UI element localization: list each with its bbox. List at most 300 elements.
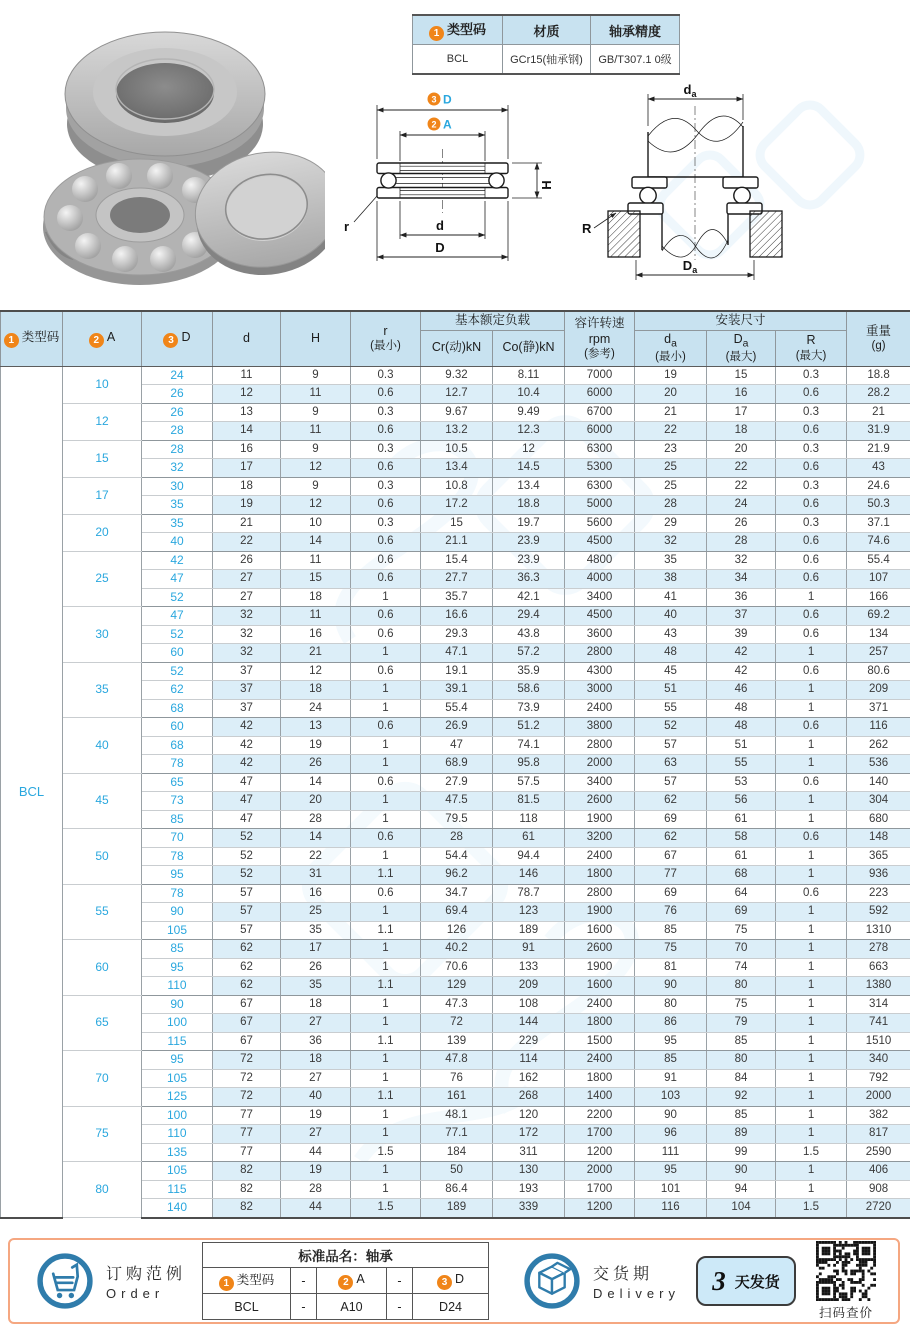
info-value-material: GCr15(轴承钢) [503, 45, 591, 75]
value-cell: 37.1 [847, 514, 910, 533]
order-dash: - [387, 1268, 413, 1294]
value-cell: 32 [213, 625, 281, 644]
value-cell: 1380 [847, 977, 910, 996]
value-cell: 19.7 [493, 514, 565, 533]
value-cell: 99 [707, 1143, 776, 1162]
value-cell: 42.1 [493, 588, 565, 607]
circled-3-label: 3 [431, 94, 437, 105]
col-r [351, 311, 421, 366]
value-cell: 20 [707, 440, 776, 459]
value-cell: 2590 [847, 1143, 910, 1162]
value-cell: 0.6 [776, 422, 847, 441]
col-Da-sub: a [742, 338, 749, 350]
qr-caption: 扫码查价 [818, 1306, 873, 1320]
value-cell: 25 [635, 477, 707, 496]
value-cell: 0.6 [351, 570, 421, 589]
d-outer-value-cell: 95 [142, 866, 213, 885]
value-cell: 47.1 [421, 644, 493, 663]
value-cell: 13.4 [421, 459, 493, 478]
value-cell: 47.8 [421, 1051, 493, 1070]
value-cell: 76 [421, 1069, 493, 1088]
value-cell: 14.5 [493, 459, 565, 478]
value-cell: 10.5 [421, 440, 493, 459]
col-da-sub: a [671, 338, 677, 350]
value-cell: 42 [213, 755, 281, 774]
value-cell: 1.5 [776, 1143, 847, 1162]
spec-row [1, 662, 910, 681]
value-cell: 2600 [565, 792, 635, 811]
value-cell: 51.2 [493, 718, 565, 737]
value-cell: 13 [213, 403, 281, 422]
value-cell: 14 [281, 533, 351, 552]
value-cell: 91 [635, 1069, 707, 1088]
value-cell: 47 [213, 810, 281, 829]
order-val1: BCL [203, 1294, 291, 1320]
value-cell: 209 [493, 977, 565, 996]
d-outer-value-cell: 60 [142, 718, 213, 737]
value-cell: 53 [707, 773, 776, 792]
dim-h-label: H [539, 180, 554, 190]
value-cell: 5600 [565, 514, 635, 533]
value-cell: 134 [847, 625, 910, 644]
col-da-main: d [664, 331, 672, 346]
value-cell: 24 [707, 496, 776, 515]
value-cell: 9.32 [421, 366, 493, 385]
value-cell: 1.1 [351, 866, 421, 885]
section-diagram [330, 85, 620, 297]
value-cell: 223 [847, 884, 910, 903]
spec-table-header [1, 311, 910, 366]
d-outer-value-cell: 28 [142, 440, 213, 459]
value-cell: 1 [351, 940, 421, 959]
value-cell: 1 [776, 1125, 847, 1144]
value-cell: 0.3 [776, 403, 847, 422]
d-outer-value-cell: 30 [142, 477, 213, 496]
value-cell: 77 [213, 1106, 281, 1125]
value-cell: 23 [635, 440, 707, 459]
value-cell: 52 [635, 718, 707, 737]
value-cell: 32 [213, 644, 281, 663]
value-cell: 2000 [565, 755, 635, 774]
value-cell: 19 [281, 736, 351, 755]
value-cell: 40.2 [421, 940, 493, 959]
value-cell: 47.5 [421, 792, 493, 811]
value-cell: 43 [635, 625, 707, 644]
value-cell: 62 [635, 829, 707, 848]
value-cell: 61 [707, 810, 776, 829]
value-cell: 61 [707, 847, 776, 866]
value-cell: 0.3 [351, 403, 421, 422]
a-value-cell: 75 [63, 1106, 142, 1162]
value-cell: 0.6 [351, 459, 421, 478]
value-cell: 0.6 [776, 662, 847, 681]
value-cell: 52 [213, 847, 281, 866]
value-cell: 2800 [565, 736, 635, 755]
value-cell: 229 [493, 1032, 565, 1051]
value-cell: 1.1 [351, 921, 421, 940]
order-title-en: Order [106, 1286, 165, 1301]
col-a [63, 311, 142, 366]
value-cell: 2720 [847, 1199, 910, 1218]
value-cell: 0.3 [776, 514, 847, 533]
value-cell: 18 [281, 995, 351, 1014]
value-cell: 80.6 [847, 662, 910, 681]
d-outer-value-cell: 47 [142, 570, 213, 589]
value-cell: 17 [707, 403, 776, 422]
value-cell: 365 [847, 847, 910, 866]
spec-table [0, 310, 910, 1219]
value-cell: 1700 [565, 1180, 635, 1199]
value-cell: 67 [213, 1032, 281, 1051]
value-cell: 42 [707, 644, 776, 663]
value-cell: 75 [707, 921, 776, 940]
a-value-cell: 55 [63, 884, 142, 940]
col-R [776, 330, 847, 366]
value-cell: 32 [635, 533, 707, 552]
value-cell: 58.6 [493, 681, 565, 700]
value-cell: 2200 [565, 1106, 635, 1125]
value-cell: 1 [351, 1125, 421, 1144]
value-cell: 62 [213, 940, 281, 959]
spec-row [1, 718, 910, 737]
value-cell: 1 [776, 958, 847, 977]
spec-row [1, 995, 910, 1014]
value-cell: 1.1 [351, 1088, 421, 1107]
value-cell: 1 [776, 977, 847, 996]
dim-a-label: A [443, 117, 452, 132]
col-type-code-label: 类型码 [21, 329, 60, 344]
value-cell: 5300 [565, 459, 635, 478]
a-value-cell: 65 [63, 995, 142, 1051]
value-cell: 1900 [565, 958, 635, 977]
value-cell: 70.6 [421, 958, 493, 977]
value-cell: 1 [351, 792, 421, 811]
value-cell: 80 [635, 995, 707, 1014]
value-cell: 24.6 [847, 477, 910, 496]
value-cell: 8.11 [493, 366, 565, 385]
value-cell: 792 [847, 1069, 910, 1088]
d-outer-value-cell: 28 [142, 422, 213, 441]
value-cell: 28 [707, 533, 776, 552]
value-cell: 55 [635, 699, 707, 718]
value-cell: 4800 [565, 551, 635, 570]
spec-row [1, 1051, 910, 1070]
value-cell: 26 [281, 958, 351, 977]
value-cell: 32 [213, 607, 281, 626]
value-cell: 57 [213, 903, 281, 922]
value-cell: 55 [707, 755, 776, 774]
value-cell: 42 [213, 718, 281, 737]
value-cell: 27 [281, 1069, 351, 1088]
circled-3: 3 [437, 1275, 452, 1290]
value-cell: 90 [635, 1106, 707, 1125]
value-cell: 16 [281, 884, 351, 903]
type-code-cell: BCL [1, 366, 63, 1218]
d-outer-value-cell: 110 [142, 1125, 213, 1144]
value-cell: 46 [707, 681, 776, 700]
value-cell: 3200 [565, 829, 635, 848]
value-cell: 1310 [847, 921, 910, 940]
value-cell: 26 [213, 551, 281, 570]
d-outer-value-cell: 95 [142, 1051, 213, 1070]
value-cell: 0.6 [351, 829, 421, 848]
value-cell: 84 [707, 1069, 776, 1088]
circled-1: 1 [429, 26, 444, 41]
value-cell: 63 [635, 755, 707, 774]
value-cell: 2600 [565, 940, 635, 959]
col-load-group: 基本额定负载 [421, 311, 565, 330]
value-cell: 189 [421, 1199, 493, 1218]
value-cell: 22 [707, 459, 776, 478]
value-cell: 43.8 [493, 625, 565, 644]
value-cell: 1 [351, 588, 421, 607]
order-col3-label: D [455, 1271, 465, 1286]
value-cell: 0.6 [351, 718, 421, 737]
value-cell: 1 [776, 755, 847, 774]
value-cell: 68 [707, 866, 776, 885]
d-outer-value-cell: 85 [142, 810, 213, 829]
value-cell: 0.6 [351, 551, 421, 570]
value-cell: 69 [635, 884, 707, 903]
value-cell: 9 [281, 477, 351, 496]
value-cell: 4500 [565, 607, 635, 626]
value-cell: 14 [281, 773, 351, 792]
value-cell: 85 [707, 1106, 776, 1125]
value-cell: 10.4 [493, 385, 565, 404]
value-cell: 16.6 [421, 607, 493, 626]
value-cell: 193 [493, 1180, 565, 1199]
order-header-row [203, 1268, 489, 1294]
value-cell: 51 [707, 736, 776, 755]
value-cell: 1 [776, 588, 847, 607]
product-photo [15, 12, 325, 287]
delivery-title-cn: 交货期 [593, 1266, 654, 1283]
circled-1: 1 [4, 333, 19, 348]
value-cell: 37 [213, 681, 281, 700]
value-cell: 3800 [565, 718, 635, 737]
value-cell: 1.1 [351, 977, 421, 996]
value-cell: 2400 [565, 995, 635, 1014]
spec-row [1, 884, 910, 903]
value-cell: 21 [281, 644, 351, 663]
d-outer-value-cell: 35 [142, 514, 213, 533]
value-cell: 0.3 [351, 440, 421, 459]
value-cell: 9 [281, 403, 351, 422]
value-cell: 74.1 [493, 736, 565, 755]
value-cell: 1 [351, 1069, 421, 1088]
d-outer-value-cell: 105 [142, 1069, 213, 1088]
value-cell: 1 [351, 736, 421, 755]
d-outer-value-cell: 115 [142, 1180, 213, 1199]
circled-2-label: 2 [431, 119, 437, 130]
value-cell: 0.6 [776, 625, 847, 644]
value-cell: 77 [213, 1143, 281, 1162]
value-cell: 36 [281, 1032, 351, 1051]
value-cell: 20 [635, 385, 707, 404]
info-header-precision: 轴承精度 [591, 15, 680, 45]
col-r-sub: (最小) [370, 340, 401, 353]
value-cell: 0.6 [351, 496, 421, 515]
value-cell: 92 [707, 1088, 776, 1107]
value-cell: 68.9 [421, 755, 493, 774]
value-cell: 69 [707, 903, 776, 922]
value-cell: 80 [707, 977, 776, 996]
col-da-min: (最小) [655, 351, 686, 364]
col-weight-sub: (g) [871, 340, 886, 353]
value-cell: 1 [351, 1162, 421, 1181]
value-cell: 15 [281, 570, 351, 589]
value-cell: 11 [213, 366, 281, 385]
value-cell: 21 [213, 514, 281, 533]
value-cell: 35 [635, 551, 707, 570]
value-cell: 663 [847, 958, 910, 977]
value-cell: 22 [213, 533, 281, 552]
col-cr: Cr(动)kN [421, 330, 493, 366]
value-cell: 1 [351, 1051, 421, 1070]
col-weight-main: 重量 [866, 323, 892, 338]
a-value-cell: 30 [63, 607, 142, 663]
spec-row [1, 829, 910, 848]
value-cell: 94 [707, 1180, 776, 1199]
value-cell: 118 [493, 810, 565, 829]
value-cell: 78.7 [493, 884, 565, 903]
value-cell: 86.4 [421, 1180, 493, 1199]
value-cell: 0.3 [351, 514, 421, 533]
value-cell: 10 [281, 514, 351, 533]
value-cell: 95 [635, 1032, 707, 1051]
d-outer-value-cell: 100 [142, 1106, 213, 1125]
dim-r-label: r [344, 219, 350, 234]
value-cell: 1.1 [351, 1032, 421, 1051]
value-cell: 0.3 [776, 477, 847, 496]
d-outer-value-cell: 60 [142, 644, 213, 663]
value-cell: 57 [213, 884, 281, 903]
value-cell: 2000 [565, 1162, 635, 1181]
value-cell: 32 [707, 551, 776, 570]
value-cell: 0.6 [776, 551, 847, 570]
value-cell: 38 [635, 570, 707, 589]
value-cell: 15.4 [421, 551, 493, 570]
value-cell: 0.6 [351, 773, 421, 792]
value-cell: 12 [493, 440, 565, 459]
a-value-cell: 35 [63, 662, 142, 718]
value-cell: 1 [776, 1069, 847, 1088]
value-cell: 40 [635, 607, 707, 626]
value-cell: 11 [281, 607, 351, 626]
cart-icon [36, 1252, 94, 1310]
value-cell: 0.6 [776, 496, 847, 515]
value-cell: 19 [213, 496, 281, 515]
value-cell: 45 [635, 662, 707, 681]
col-type-code [1, 311, 63, 366]
a-value-cell: 50 [63, 829, 142, 885]
d-outer-value-cell: 78 [142, 755, 213, 774]
col-speed-3: (参考) [584, 348, 615, 361]
value-cell: 9.67 [421, 403, 493, 422]
value-cell: 1 [351, 1180, 421, 1199]
value-cell: 27.7 [421, 570, 493, 589]
circled-2: 2 [338, 1275, 353, 1290]
value-cell: 1 [351, 810, 421, 829]
order-dash: - [291, 1268, 317, 1294]
order-dash-val: - [387, 1294, 413, 1320]
value-cell: 17 [213, 459, 281, 478]
info-value-precision: GB/T307.1 0级 [591, 45, 680, 75]
col-speed-1: 容许转速 [574, 315, 625, 330]
value-cell: 116 [635, 1199, 707, 1218]
info-value-row [413, 45, 680, 75]
value-cell: 1 [776, 699, 847, 718]
info-header-row [413, 15, 680, 45]
value-cell: 61 [493, 829, 565, 848]
value-cell: 1900 [565, 903, 635, 922]
value-cell: 680 [847, 810, 910, 829]
value-cell: 18.8 [847, 366, 910, 385]
value-cell: 1 [776, 1051, 847, 1070]
value-cell: 69.2 [847, 607, 910, 626]
value-cell: 104 [707, 1199, 776, 1218]
value-cell: 20 [281, 792, 351, 811]
value-cell: 44 [281, 1199, 351, 1218]
value-cell: 146 [493, 866, 565, 885]
value-cell: 57.2 [493, 644, 565, 663]
value-cell: 56 [707, 792, 776, 811]
order-val3: D24 [413, 1294, 489, 1320]
dim-Da-label: $D_a$ [682, 258, 698, 275]
value-cell: 371 [847, 699, 910, 718]
value-cell: 18.8 [493, 496, 565, 515]
value-cell: 95 [635, 1162, 707, 1181]
value-cell: 75 [635, 940, 707, 959]
value-cell: 1800 [565, 866, 635, 885]
value-cell: 0.6 [776, 773, 847, 792]
value-cell: 11 [281, 385, 351, 404]
a-value-cell: 40 [63, 718, 142, 774]
value-cell: 96.2 [421, 866, 493, 885]
spec-row [1, 477, 910, 496]
value-cell: 1 [776, 736, 847, 755]
value-cell: 1500 [565, 1032, 635, 1051]
value-cell: 27 [213, 570, 281, 589]
value-cell: 72 [213, 1088, 281, 1107]
value-cell: 37 [213, 662, 281, 681]
a-value-cell: 80 [63, 1162, 142, 1218]
d-outer-value-cell: 110 [142, 977, 213, 996]
col-mount-group: 安装尺寸 [635, 311, 847, 330]
d-outer-value-cell: 52 [142, 662, 213, 681]
spec-row [1, 607, 910, 626]
value-cell: 23.9 [493, 533, 565, 552]
value-cell: 41 [635, 588, 707, 607]
spec-table-body [1, 366, 910, 1218]
a-value-cell: 60 [63, 940, 142, 996]
value-cell: 34.7 [421, 884, 493, 903]
value-cell: 268 [493, 1088, 565, 1107]
value-cell: 10.8 [421, 477, 493, 496]
value-cell: 12 [281, 662, 351, 681]
value-cell: 55.4 [847, 551, 910, 570]
value-cell: 7000 [565, 366, 635, 385]
value-cell: 11 [281, 422, 351, 441]
value-cell: 77 [213, 1125, 281, 1144]
a-value-cell: 25 [63, 551, 142, 607]
col-Da [707, 330, 776, 366]
dim-outer2-label: D [435, 240, 445, 255]
value-cell: 0.6 [776, 607, 847, 626]
value-cell: 69 [635, 810, 707, 829]
delivery-days-box [696, 1256, 796, 1306]
value-cell: 1 [776, 1032, 847, 1051]
